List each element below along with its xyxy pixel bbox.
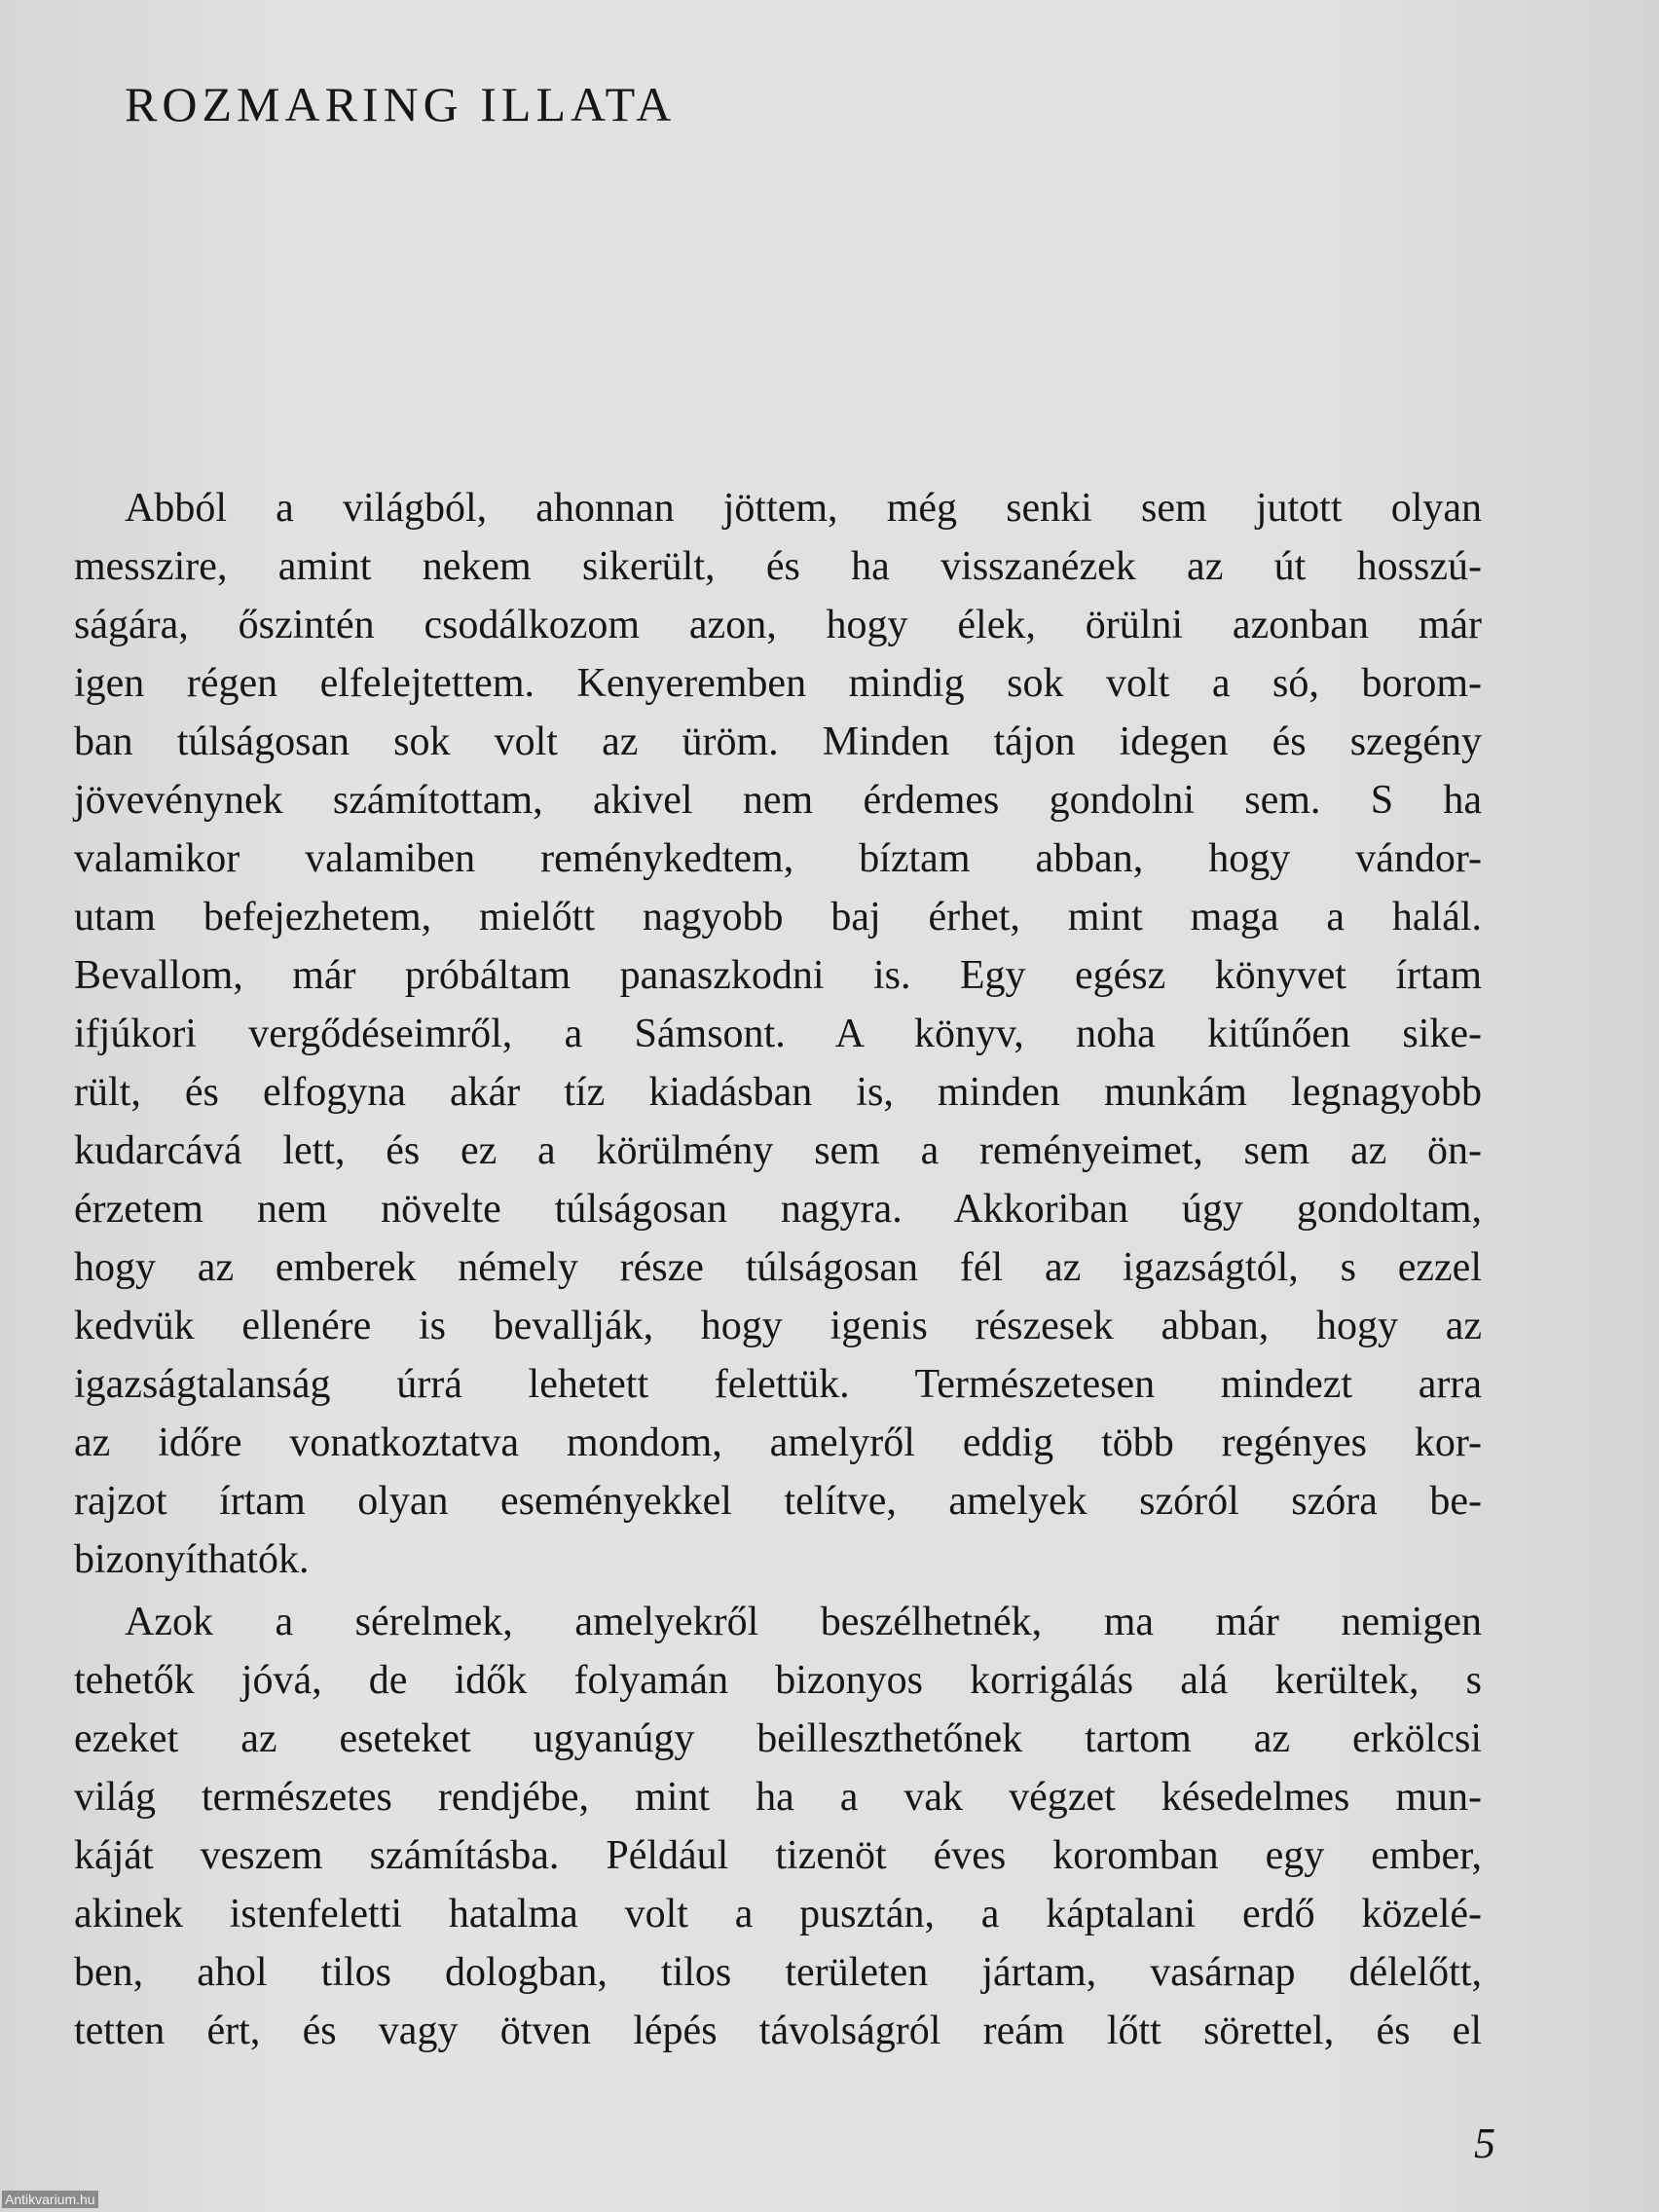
text-line: bizonyíthatók. bbox=[74, 1537, 310, 1582]
text-line: az időre vonatkoztatva mondom, amelyről eddig több regényes kor- bbox=[74, 1420, 1482, 1465]
text-line: érzetem nem növelte túlságosan nagyra. Akkoriban úgy gondoltam, bbox=[74, 1187, 1482, 1232]
text-line: tehetők jóvá, de idők folyamán bizonyos korrigálás alá kerültek, s bbox=[74, 1658, 1482, 1703]
text-line: kudarcává lett, és ez a körülmény sem a reményeimet, sem az ön- bbox=[74, 1128, 1482, 1173]
text-line: káját veszem számításba. Például tizenöt éves koromban egy ember, bbox=[74, 1833, 1482, 1878]
text-line: Azok a sérelmek, amelyekről beszélhetnék, ma már nemigen bbox=[125, 1600, 1482, 1644]
page-number: 5 bbox=[1474, 2120, 1495, 2167]
paragraph-2 bbox=[74, 1593, 1482, 2060]
text-line: rajzot írtam olyan eseményekkel telítve, amelyek szóról szóra be- bbox=[74, 1479, 1482, 1524]
text-line: ban túlságosan sok volt az üröm. Minden tájon idegen és szegény bbox=[74, 719, 1482, 764]
text-line: rült, és elfogyna akár tíz kiadásban is, minden munkám legnagyobb bbox=[74, 1070, 1482, 1115]
text-line: ben, ahol tilos dologban, tilos területen jártam, vasárnap délelőtt, bbox=[74, 1950, 1482, 1995]
text-line: igazságtalanság úrrá lehetett felettük. Természetesen mindezt arra bbox=[74, 1362, 1482, 1407]
text-line: Bevallom, már próbáltam panaszkodni is. Egy egész könyvet írtam bbox=[74, 953, 1482, 998]
text-line: hogy az emberek némely része túlságosan fél az igazságtól, s ezzel bbox=[74, 1245, 1482, 1290]
text-line: kedvük ellenére is bevallják, hogy igenis részesek abban, hogy az bbox=[74, 1304, 1482, 1348]
text-line: ságára, őszintén csodálkozom azon, hogy élek, örülni azonban már bbox=[74, 603, 1482, 647]
text-line: utam befejezhetem, mielőtt nagyobb baj érhet, mint maga a halál. bbox=[74, 895, 1482, 940]
text-line: valamikor valamiben reménykedtem, bíztam abban, hogy vándor- bbox=[74, 836, 1482, 881]
text-line: ifjúkori vergődéseimről, a Sámsont. A könyv, noha kitűnően sike- bbox=[74, 1012, 1482, 1056]
text-line: messzire, amint nekem sikerült, és ha visszanézek az út hosszú- bbox=[74, 544, 1482, 589]
text-line: ezeket az eseteket ugyanúgy beilleszthetőnek tartom az erkölcsi bbox=[74, 1716, 1482, 1761]
text-line: világ természetes rendjébe, mint ha a vak végzet késedelmes mun- bbox=[74, 1775, 1482, 1820]
chapter-title: ROZMARING ILLATA bbox=[125, 77, 677, 131]
text-line: tetten ért, és vagy ötven lépés távolságról reám lőtt sörettel, és el bbox=[74, 2009, 1482, 2053]
text-line: akinek istenfeletti hatalma volt a pusztán, a káptalani erdő közelé- bbox=[74, 1892, 1482, 1936]
text-line: Abból a világból, ahonnan jöttem, még senki sem jutott olyan bbox=[125, 486, 1482, 531]
paragraph-1 bbox=[74, 479, 1482, 1589]
text-line: jövevénynek számítottam, akivel nem érdemes gondolni sem. S ha bbox=[74, 778, 1482, 823]
text-line: igen régen elfelejtettem. Kenyeremben mindig sok volt a só, borom- bbox=[74, 661, 1482, 706]
watermark: Antikvarium.hu bbox=[2, 2191, 98, 2208]
